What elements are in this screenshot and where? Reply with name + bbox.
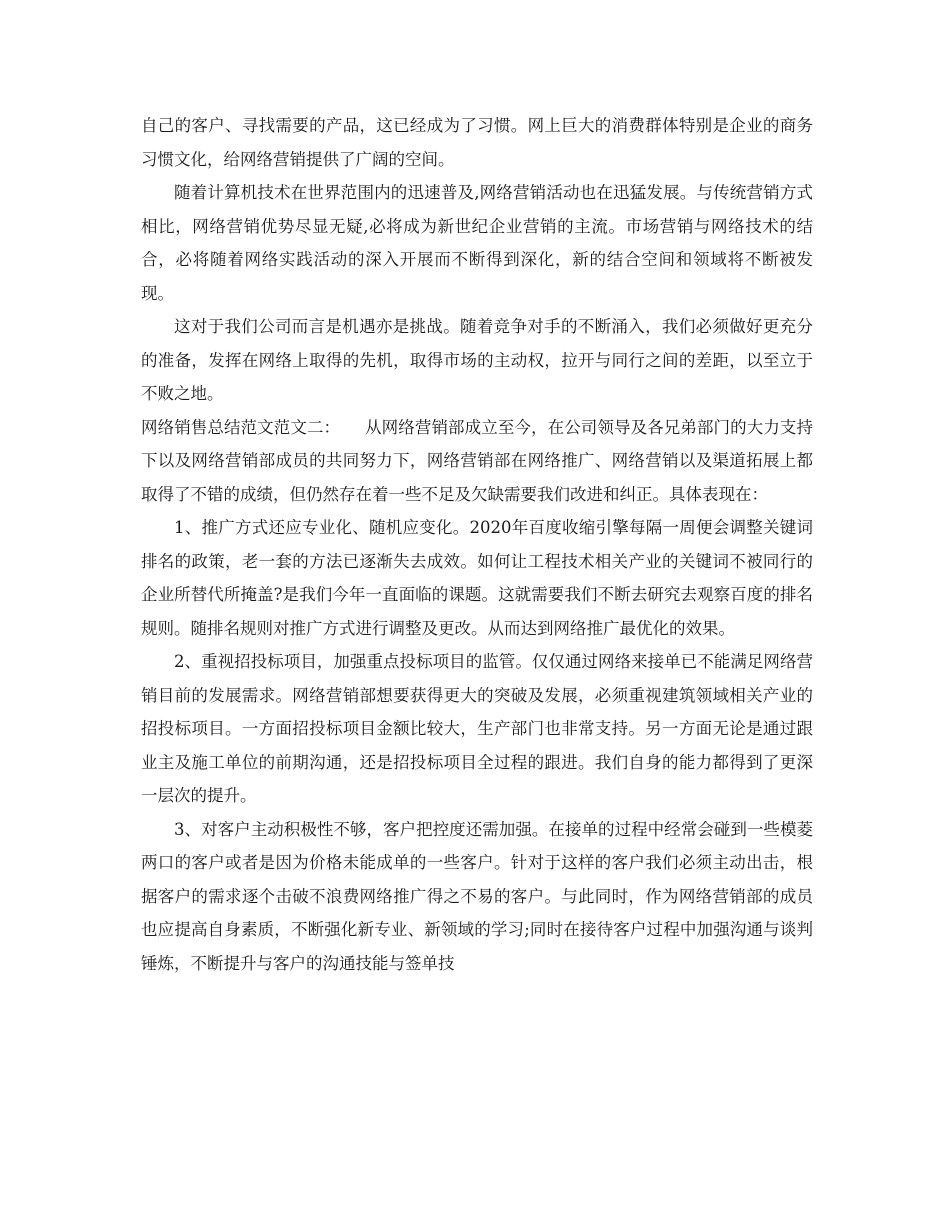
document-body <box>141 109 813 980</box>
paragraph-sample-two-intro: 网络销售总结范文范文二： 从网络营销部成立至今，在公司领导及各兄弟部门的大力支持下以及网络营销部成员的共同努力下，网络营销部在网络推广、网络营销以及渠道拓展上都取得了不错的成绩，但仍然存在着一些不足及欠缺需要我们改进和纠正。具体表现在： <box>141 417 813 504</box>
paragraph-opportunity-challenge: 这对于我们公司而言是机遇亦是挑战。随着竞争对手的不断涌入，我们必须做好更充分的准备，发挥在网络上取得的先机，取得市场的主动权，拉开与同行之间的差距，以至立于不败之地。 <box>141 317 813 403</box>
paragraph-point-3: 3、对客户主动积极性不够，客户把控度还需加强。在接单的过程中经常会碰到一些模菱两口的客户或者是因为价格未能成单的一些客户。针对于这样的客户我们必须主动出击，根据客户的需求逐个击破不浪费网络推广得之不易的客户。与此同时，作为网络营销部的成员也应提高自身素质，不断强化新专业、新领域的学习;同时在接待客户过程中加强沟通与谈判锤炼，不断提升与客户的沟通技能与签单技 <box>141 819 813 973</box>
paragraph-point-2: 2、重视招投标项目，加强重点投标项目的监管。仅仅通过网络来接单已不能满足网络营销目前的发展需求。网络营销部想要获得更大的突破及发展，必须重视建筑领域相关产业的招投标项目。一方面招投标项目金额比较大，生产部门也非常支持。另一方面无论是通过跟业主及施工单位的前期沟通，还是招投标项目全过程的跟进。我们自身的能力都得到了更深一层次的提升。 <box>141 652 813 805</box>
paragraph-market-development: 随着计算机技术在世界范围内的迅速普及,网络营销活动也在迅猛发展。与传统营销方式相比，网络营销优势尽显无疑,必将成为新世纪企业营销的主流。市场营销与网络技术的结合，必将随着网络实践活动的深入开展而不断得到深化，新的结合空间和领域将不断被发现。 <box>141 183 813 303</box>
paragraph-point-1: 1、推广方式还应专业化、随机应变化。2020年百度收缩引擎每隔一周便会调整关键词排名的政策，老一套的方法已逐渐失去成效。如何让工程技术相关产业的关键词不被同行的企业所替代所掩盖?是我们今年一直面临的课题。这就需要我们不断去研究去观察百度的排名规则。随排名规则对推广方式进行调整及更改。从而达到网络推广最优化的效果。 <box>141 518 813 638</box>
paragraph-continuation: 自己的客户、寻找需要的产品，这已经成为了习惯。网上巨大的消费群体特别是企业的商务习惯文化，给网络营销提供了广阔的空间。 <box>141 116 813 169</box>
